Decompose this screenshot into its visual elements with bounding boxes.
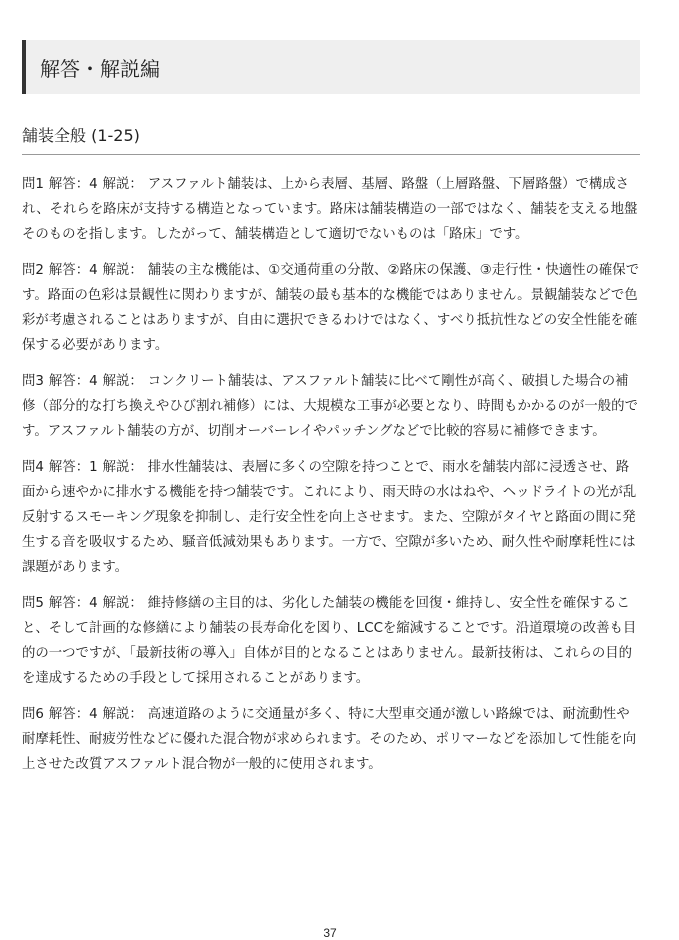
explanation-label: 解説： bbox=[102, 596, 143, 611]
answer-value: 解答：1 bbox=[48, 460, 98, 475]
page-number: 37 bbox=[323, 926, 337, 940]
answer-value: 解答：4 bbox=[48, 596, 98, 611]
question-number: 問5 bbox=[22, 596, 44, 611]
answer-item-4 bbox=[22, 455, 640, 580]
answer-item-3 bbox=[22, 369, 640, 444]
question-number: 問3 bbox=[22, 374, 44, 389]
answer-value: 解答：4 bbox=[48, 177, 98, 192]
question-number: 問2 bbox=[22, 263, 44, 278]
page-content bbox=[22, 40, 640, 788]
chapter-header bbox=[22, 40, 640, 94]
explanation-label: 解説： bbox=[102, 460, 143, 475]
section-title: 舗装全般 (1-25) bbox=[22, 126, 640, 155]
answer-value: 解答：4 bbox=[48, 263, 98, 278]
question-number: 問4 bbox=[22, 460, 44, 475]
explanation-label: 解説： bbox=[102, 374, 143, 389]
explanation-text: 舗装の主な機能は、①交通荷重の分散、②路床の保護、③走行性・快適性の確保です。路面の色彩は景観性に関わりますが、舗装の最も基本的な機能ではありません。景観舗装などで色彩が考慮されることはありますが、自由に選択できるわけではなく、すべり抵抗性などの安全性能を確保する必要があります。 bbox=[22, 263, 640, 353]
answer-list bbox=[22, 172, 640, 777]
answer-value: 解答：4 bbox=[48, 374, 98, 389]
answer-item-5 bbox=[22, 591, 640, 691]
question-number: 問6 bbox=[22, 707, 44, 722]
question-number: 問1 bbox=[22, 177, 44, 192]
explanation-label: 解説： bbox=[102, 707, 143, 722]
explanation-label: 解説： bbox=[102, 263, 143, 278]
answer-item-2 bbox=[22, 258, 640, 358]
explanation-text: コンクリート舗装は、アスファルト舗装に比べて剛性が高く、破損した場合の補修（部分的な打ち換えやひび割れ補修）には、大規模な工事が必要となり、時間もかかるのが一般的です。アスファルト舗装の方が、切削オーバーレイやパッチングなどで比較的容易に補修できます。 bbox=[22, 374, 638, 439]
answer-item-6 bbox=[22, 702, 640, 777]
explanation-text: 排水性舗装は、表層に多くの空隙を持つことで、雨水を舗装内部に浸透させ、路面から速やかに排水する機能を持つ舗装です。これにより、雨天時の水はねや、ヘッドライトの光が乱反射するスモーキング現象を抑制し、走行安全性を向上させます。また、空隙がタイヤと路面の間に発生する音を吸収するため、騒音低減効果もあります。一方で、空隙が多いため、耐久性や耐摩耗性には課題があります。 bbox=[22, 460, 637, 575]
explanation-text: 高速道路のように交通量が多く、特に大型車交通が激しい路線では、耐流動性や耐摩耗性、耐疲労性などに優れた混合物が求められます。そのため、ポリマーなどを添加して性能を向上させた改質アスファルト混合物が一般的に使用されます。 bbox=[22, 707, 637, 772]
answer-value: 解答：4 bbox=[48, 707, 98, 722]
chapter-title: 解答・解説編 bbox=[40, 56, 160, 81]
explanation-text: アスファルト舗装は、上から表層、基層、路盤（上層路盤、下層路盤）で構成され、それらを路床が支持する構造となっています。路床は舗装構造の一部ではなく、舗装を支える地盤そのものを指します。したがって、舗装構造として適切でないものは「路床」です。 bbox=[22, 177, 638, 242]
explanation-text: 維持修繕の主目的は、劣化した舗装の機能を回復・維持し、安全性を確保すること、そして計画的な修繕により舗装の長寿命化を図り、LCCを縮減することです。沿道環境の改善も目的の一つですが、「最新技術の導入」自体が目的となることはありません。最新技術は、これらの目的を達成するための手段として採用されることがあります。 bbox=[22, 596, 637, 686]
explanation-label: 解説： bbox=[102, 177, 143, 192]
answer-item-1 bbox=[22, 172, 640, 247]
